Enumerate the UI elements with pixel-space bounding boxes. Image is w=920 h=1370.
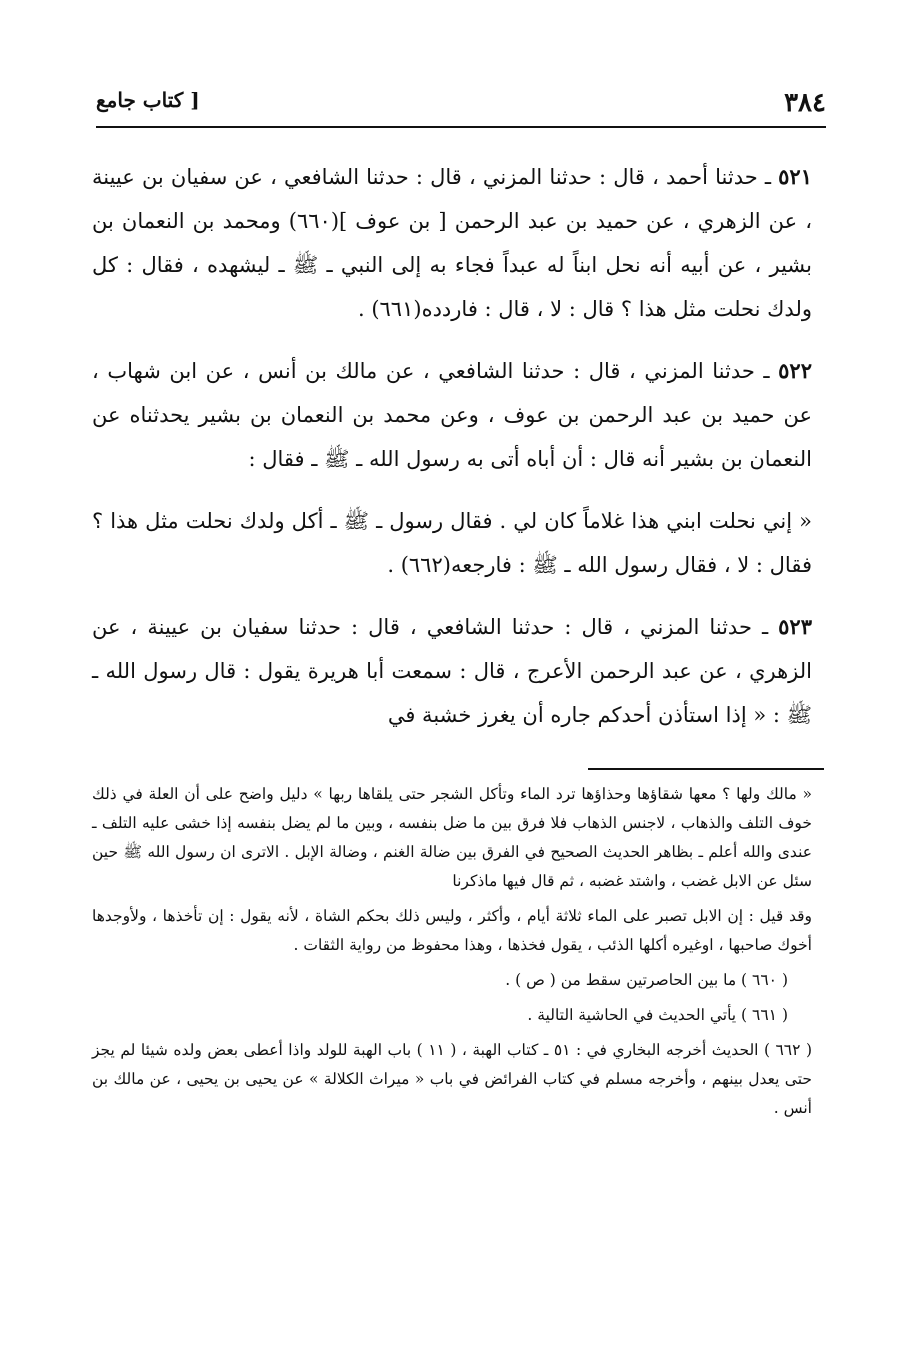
footnote-662: ( ٦٦٢ ) الحديث أخرجه البخاري في : ٥١ ـ كتاب الهبة ، ( ١١ ) باب الهبة للولد واذا أعطى بعض ولده شيئا لم يجز حتى يعدل بينهم ، وأخرجه مسلم في كتاب الفرائض في باب « ميراث الكلالة » عن يحيى بن يحيى ، عن مالك بن أنس .	[92, 1041, 812, 1117]
footnote-661: ( ٦٦١ ) يأتي الحديث في الحاشية التالية .	[527, 1006, 788, 1024]
running-title: [ كتاب جامع	[96, 88, 200, 112]
hadith-text: ـ حدثنا أحمد ، قال : حدثنا المزني ، قال : حدثنا الشافعي ، عن سفيان بن عيينة ، عن الزهري ، عن حميد بن عبد الرحمن [ بن عوف ](٦٦٠) ومحمد بن النعمان بن بشير ، عن أبيه أنه نحل ابناً له عبداً فجاء به إلى النبي ـ ﷺ ـ ليشهده ، فقال : كل ولدك نحلت مثل هذا ؟ قال : لا ، قال : فاردده(٦٦١) .	[92, 165, 813, 321]
footnote-660: ( ٦٦٠ ) ما بين الحاصرتين سقط من ( ص ) .	[505, 971, 788, 989]
footnote-paragraph: وقد قيل : إن الابل تصبر على الماء ثلاثة أيام ، وأكثر ، وليس ذلك بحكم الشاة ، لأنه يقول : إن تأخذها ، ولأوجدها أخوك صاحبها ، اوغيره أكلها الذئب ، يقول فخذها ، وهذا محفوظ من رواية الثقات .	[92, 907, 812, 954]
hadith-number: ٥٢٣	[778, 614, 812, 639]
hadith-quote: « إني نحلت ابني هذا غلاماً كان لي . فقال رسول ـ ﷺ ـ أكل ولدك نحلت مثل هذا ؟ فقال : لا ، فقال رسول الله ـ ﷺ : فارجعه(٦٦٢) .	[92, 509, 812, 577]
page-number: ٣٨٤	[784, 88, 826, 118]
hadith-522	[92, 349, 812, 481]
hadith-521	[92, 155, 812, 331]
hadith-523	[92, 605, 812, 737]
hadith-text: ـ حدثنا المزني ، قال : حدثنا الشافعي ، قال : حدثنا سفيان بن عيينة ، عن الزهري ، عن عبد الرحمن الأعرج ، قال : سمعت أبا هريرة يقول : قال رسول الله ـ ﷺ : « إذا استأذن أحدكم جاره أن يغرز خشبة في	[92, 615, 812, 727]
footnotes	[92, 780, 812, 1129]
hadith-text: ـ حدثنا المزني ، قال : حدثنا الشافعي ، عن مالك بن أنس ، عن ابن شهاب ، عن حميد بن عبد الرحمن بن عوف ، وعن محمد بن النعمان بن بشير يحدثناه عن النعمان بن بشير أنه قال : أن أباه أتى به رسول الله ـ ﷺ ـ فقال :	[92, 359, 812, 471]
page-header	[96, 88, 826, 128]
footnote-divider	[588, 768, 824, 770]
hadith-number: ٥٢٢	[778, 358, 812, 383]
footnote-continuation: « مالك ولها ؟ معها شقاؤها وحذاؤها ترد الماء وتأكل الشجر حتى يلقاها ربها » دليل واضح على أن العلة في ذلك خوف التلف والذهاب ، لاجنس الذهاب فلا فرق بين ما ضل بنفسه ، وبين ما لم يضل بنفسه إذا خشى عليه التلف ـ عندى والله أعلم ـ بظاهر الحديث الصحيح في الفرق بين ضالة الغنم ، وضالة الإبل . الاترى ان رسول الله ﷺ حين سئل عن الابل غضب ، واشتد غضبه ، ثم قال فيها ماذكرنا	[92, 785, 812, 890]
main-text	[92, 155, 812, 755]
hadith-number: ٥٢١	[778, 164, 812, 189]
